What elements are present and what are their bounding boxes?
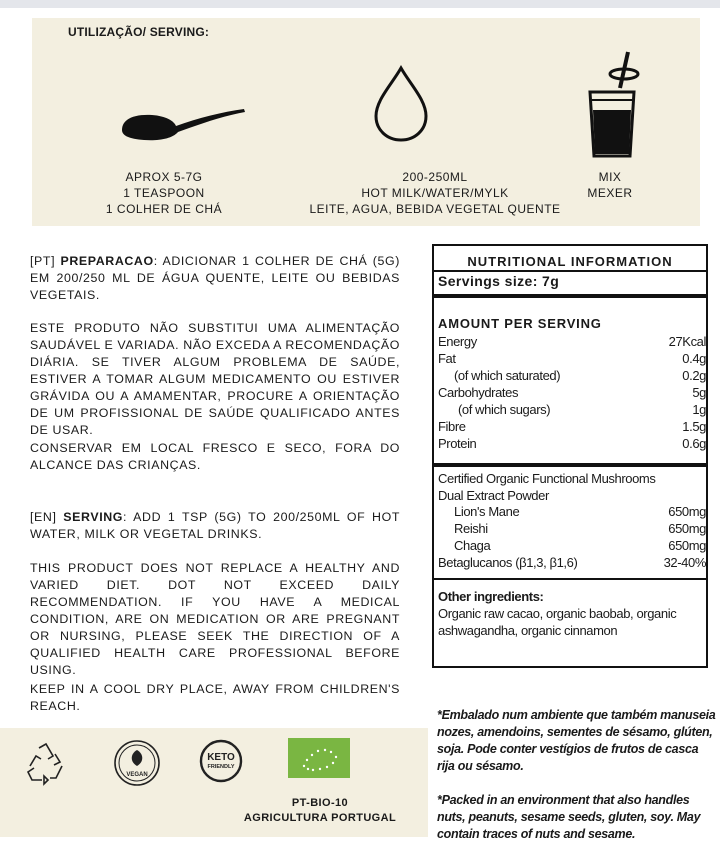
nutrient-row <box>438 334 706 351</box>
mushroom-row <box>438 504 706 521</box>
nutrient-label: Fibre <box>438 419 466 434</box>
nutrient-label: Energy <box>438 334 477 349</box>
divider <box>434 463 706 467</box>
nutrient-value: 27Kcal <box>668 334 706 349</box>
drink-glass-icon <box>584 50 640 160</box>
keto-label: KETO <box>207 752 235 763</box>
recycle-icon <box>22 740 70 788</box>
mushroom-value: 650mg <box>668 521 706 536</box>
nutrient-value: 0.6g <box>682 436 706 451</box>
nutrition-table <box>432 244 708 668</box>
nutrient-row <box>438 419 706 436</box>
serving-col-amount-line: APROX 5-7G <box>125 170 203 184</box>
allergen-note-pt: *Embalado num ambiente que também manuseia nozes, amendoins, sementes de sésamo, glúten, soja. Pode conter vestígios de frutos de casca rija ou sésamo. <box>437 708 716 773</box>
betaglucans-row <box>438 555 706 572</box>
other-ingredients-text: Organic raw cacao, organic baobab, organic ashwagandha, organic cinnamon <box>438 606 677 638</box>
pt-warning: ESTE PRODUTO NÃO SUBSTITUI UMA ALIMENTAÇÃO SAUDÁVEL E VARIADA. NÃO EXCEDA A RECOMENDAÇÃO DIÁRIA. SE TIVER ALGUM PROBLEMA DE SAÚDE, ESTIVER A TOMAR ALGUM MEDICAMENTO OU ESTIVER GRÁVIDA OU A AMAMENTAR, PROCURE A ORIENTAÇÃO DE UM PROFISSIONAL DE SAÚDE QUALIFICADO ANTES DE USAR. <box>30 321 400 437</box>
nutrient-value: 5g <box>692 385 706 400</box>
mushrooms-subheading: Dual Extract Powder <box>438 488 549 503</box>
divider <box>434 578 706 580</box>
serving-col-mix <box>570 169 650 201</box>
nutrient-label: (of which saturated) <box>454 368 561 383</box>
drop-icon <box>370 64 432 144</box>
mushroom-row <box>438 521 706 538</box>
nutrient-value: 0.2g <box>682 368 706 383</box>
mushroom-label: Chaga <box>454 538 491 553</box>
serving-col-liquid-line: HOT MILK/WATER/MYLK <box>361 186 509 200</box>
nutrient-row <box>438 368 706 385</box>
spoon-icon <box>118 104 248 144</box>
cert-origin-text: AGRICULTURA PORTUGAL <box>243 812 397 824</box>
mushroom-row <box>438 538 706 555</box>
pt-prep-heading: PREPARACAO <box>60 254 154 268</box>
pt-storage: CONSERVAR EM LOCAL FRESCO E SECO, FORA DO ALCANCE DAS CRIANÇAS. <box>30 441 400 472</box>
nutrient-row <box>438 402 706 419</box>
vegan-badge-icon <box>112 738 162 788</box>
pt-preparation <box>30 253 400 304</box>
amount-per-serving-heading: AMOUNT PER SERVING <box>438 316 602 331</box>
mushroom-label: Lion's Mane <box>454 504 520 519</box>
nutrient-row <box>438 351 706 368</box>
en-warning: THIS PRODUCT DOES NOT REPLACE A HEALTHY AND VARIED DIET. DOT NOT EXCEED DAILY RECOMMENDATION. IF YOU HAVE A MEDICAL CONDITION, ARE ON MEDICATION OR ARE PREGNANT OR NURSING, PLEASE SEEK THE DIRECTION OF A QUALIFIED HEALTH CARE PROFESSIONAL BEFORE USING. <box>30 561 400 677</box>
nutrient-value: 1.5g <box>682 419 706 434</box>
betaglucans-value: 32-40% <box>663 555 706 570</box>
allergen-note-en: *Packed in an environment that also handles nuts, peanuts, sesame seeds, gluten, soy. May contain traces of nuts and sesame. <box>437 793 701 841</box>
nutrient-label: (of which sugars) <box>458 402 551 417</box>
mushroom-value: 650mg <box>668 504 706 519</box>
mushroom-label: Reishi <box>454 521 488 536</box>
en-serving-text: : ADD 1 TSP (5G) TO 200/250ML OF HOT WATER, MILK OR VEGETAL DRINKS. <box>30 510 400 541</box>
divider <box>434 294 706 298</box>
mushroom-value: 650mg <box>668 538 706 553</box>
serving-col-amount-line: 1 COLHER DE CHÁ <box>105 202 223 216</box>
serving-col-liquid-line: LEITE, AGUA, BEBIDA VEGETAL QUENTE <box>309 202 561 216</box>
nutrition-title: NUTRITIONAL INFORMATION <box>467 254 673 269</box>
serving-title: UTILIZAÇÃO/ SERVING: <box>68 25 210 39</box>
serving-col-amount <box>100 169 228 217</box>
serving-col-mix-line: MEXER <box>587 186 633 200</box>
nutrient-row <box>438 436 706 453</box>
serving-size: Servings size: 7g <box>438 273 560 289</box>
serving-col-amount-line: 1 TEASPOON <box>123 186 205 200</box>
pt-prep-text: : ADICIONAR 1 COLHER DE CHÁ (5G) EM 200/250 ML DE ÁGUA QUENTE, LEITE OU BEBIDAS VEGETAIS. <box>30 254 400 302</box>
other-ingredients-heading: Other ingredients: <box>438 589 544 604</box>
top-band <box>0 0 720 8</box>
nutrient-label: Carbohydrates <box>438 385 519 400</box>
keto-friendly-label: FRIENDLY <box>207 764 235 770</box>
en-storage: KEEP IN A COOL DRY PLACE, AWAY FROM CHILDREN'S REACH. <box>30 682 400 713</box>
cert-code-text: PT-BIO-10 <box>291 797 349 809</box>
en-prefix: [EN] <box>30 510 64 524</box>
nutrient-label: Protein <box>438 436 477 451</box>
vegan-label: VEGAN <box>126 772 148 778</box>
en-serving <box>30 509 400 543</box>
mushrooms-heading: Certified Organic Functional Mushrooms <box>438 471 656 486</box>
keto-badge-icon <box>198 738 244 784</box>
serving-col-mix-line: MIX <box>598 170 622 184</box>
nutrient-label: Fat <box>438 351 456 366</box>
betaglucans-label: Betaglucanos (β1,3, β1,6) <box>438 555 578 570</box>
serving-col-liquid-line: 200-250ML <box>402 170 468 184</box>
nutrient-value: 0.4g <box>682 351 706 366</box>
nutrient-value: 1g <box>692 402 706 417</box>
serving-col-liquid <box>290 169 580 217</box>
eu-organic-leaf-icon <box>288 738 350 778</box>
nutrient-row <box>438 385 706 402</box>
pt-prefix: [PT] <box>30 254 61 268</box>
organic-cert-code <box>230 796 410 826</box>
divider <box>434 270 706 272</box>
en-serving-heading: SERVING <box>63 510 124 524</box>
